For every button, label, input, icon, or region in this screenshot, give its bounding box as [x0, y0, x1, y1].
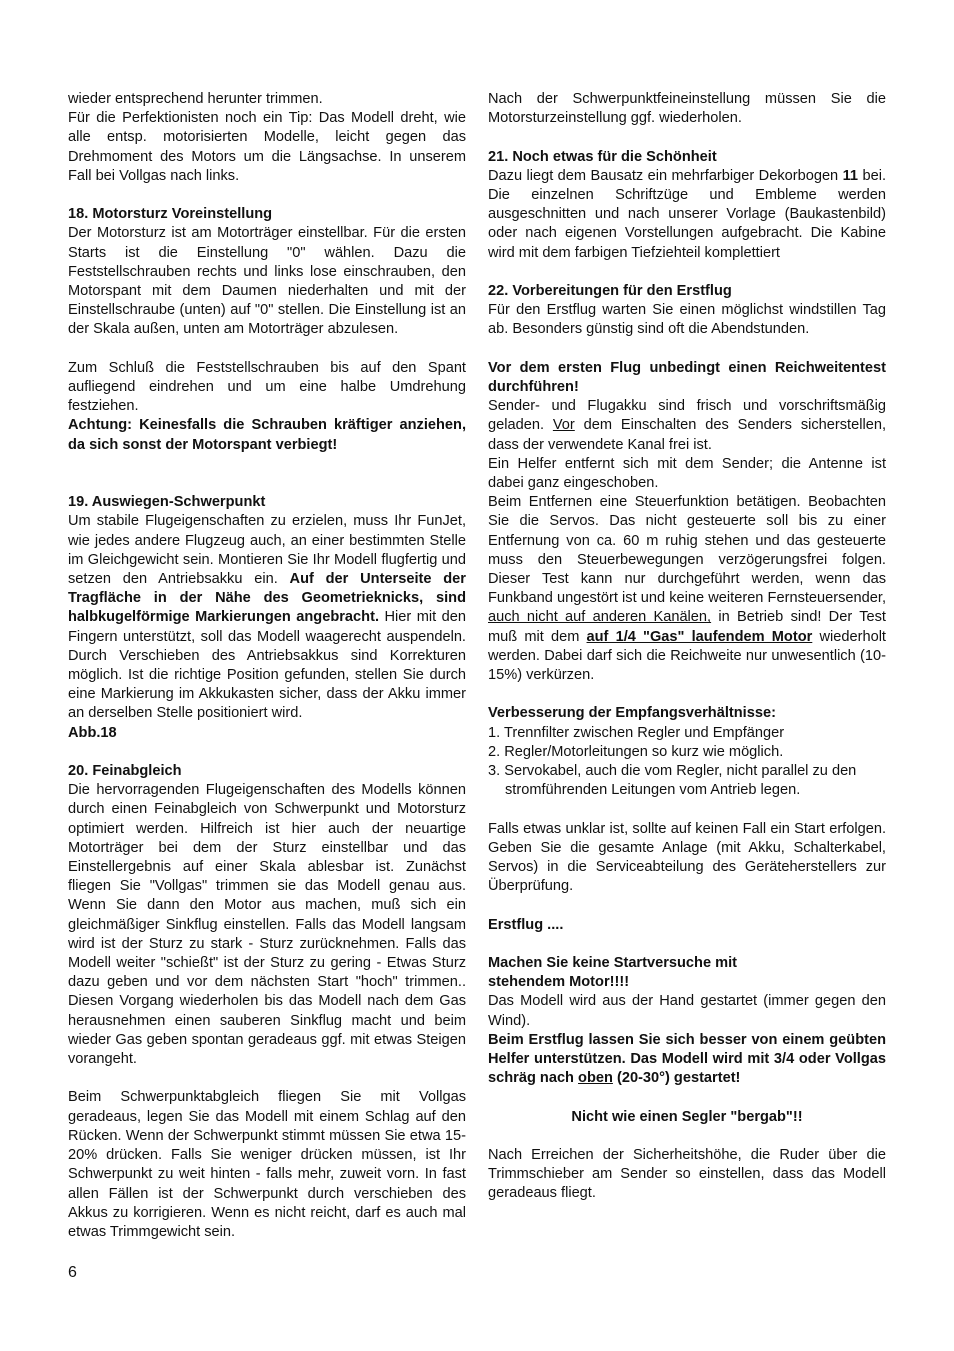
helper-underlined-oben: oben — [578, 1070, 613, 1087]
section-18-screws-paragraph: Zum Schluß die Feststellschrauben bis auf den Spant aufliegend eindrehen und um eine halbe Umdrehung festziehen. — [68, 359, 466, 415]
no-start-warning: Machen Sie keine Startversuche mit stehendem Motor!!!! — [488, 955, 738, 991]
helper-text-a: Beim Erstflug lassen Sie sich besser von einem geübten Helfer unterstützen. Das Modell wird mit 3/4 oder Vollgas schräg nach — [488, 1031, 886, 1087]
section-21-heading: 21. Noch etwas für die Schönheit — [488, 148, 717, 165]
range-test-underlined-vor: Vor — [552, 417, 575, 434]
reception-list-item: 3. Servokabel, auch die vom Regler, nicht parallel zu den stromführenden Leitungen vom Antrieb legen. — [488, 763, 857, 799]
range-test-paragraph-3 — [488, 493, 886, 685]
reception-heading: Verbesserung der Empfangsverhältnisse: — [488, 705, 776, 722]
range-test-underlined-channels: auch nicht auf anderen Kanälen, — [488, 609, 712, 626]
section-21-text-a: Dazu liegt dem Bausatz ein mehrfarbiger Dekorbogen — [488, 167, 839, 184]
section-19-heading: 19. Auswiegen-Schwerpunkt — [68, 494, 266, 511]
section-20-balance-paragraph: Beim Schwerpunktabgleich fliegen Sie mit Vollgas geradeaus, legen Sie das Modell mit einem Schlag auf den Rücken. Wenn der Schwerpunkt stimmt müssen Sie etwa 15-20% drücken. Falls Sie weniger drücken müssen, ist Ihr Schwerpunkt zu weit hinten - falls mehr, zuweit vorn. In fast allen Fällen ist der Schwerpunkt durch verschieben des Akkus zu korrigieren. Wenn es nicht reicht, darf es auch mal etwas Trimmgewicht sein. — [68, 1089, 466, 1240]
right-column — [488, 90, 886, 1204]
range-test-bold-underlined-motor: auf 1/4 "Gas" laufendem Motor — [586, 628, 813, 645]
intro-trim-text: wieder entsprechend herunter trimmen. — [68, 91, 323, 107]
decal-sheet-number: 11 — [842, 167, 859, 184]
left-column — [68, 90, 466, 1242]
section-21-text-b: bei. Die einzelnen Schriftzüge und Embleme werden ausgeschnitten und nach unserer Vorlage (Baukastenbild) oder nach eigenen Vorstellungen aufgebracht. Die Kabine wird mit dem farbigen Tiefziehteil komplettiert — [488, 167, 886, 261]
first-flight-heading: Erstflug .... — [488, 916, 564, 933]
section-20-paragraph: Die hervorragenden Flugeigenschaften des Modells können durch einen Feinabgleich von Schwerpunkt und Motorsturz optimiert werden. Hilfreich ist hier auch der neuartige Motorträger bei dem der Sturz einstellbar und das Einstellergebnis auf einer Skala ablesbar ist. Zunächst fliegen Sie "Vollgas" trimmen sie das Modell genau aus. Wenn Sie dann den Motor aus machen, muß sich ein gleichmäßiger Sinkflug einstellen. Falls das Modell langsam wird ist der Sturz zu stark - Sturz zurücknehmen. Falls das Modell weiter "schießt" ist der Sturz zu gering - Etwas Sturz dazu geben und vor dem nächsten Start "hoch" trimmen.. Diesen Vorgang wiederholen bis das Modell nach dem Gas herausnehmen einen sauberen Sinkflug macht und beim wieder Gas geben spontan geradeaus ggf. mit etwas Steigen vorangeht. — [68, 782, 466, 1068]
range-test-paragraph-1 — [488, 397, 886, 455]
range-test-text-d: in Betrieb sind! Der Test muß mit dem — [488, 609, 886, 645]
range-test-text-e: wiederholt werden. Dabei darf sich die Reichweite nur unwesentlich (10-15%) verkürzen. — [488, 628, 886, 684]
intro-paragraph: Nach der Schwerpunktfeineinstellung müssen Sie die Motorsturzeinstellung ggf. wiederholen. — [488, 91, 886, 127]
helper-text-b: (20-30°) gestartet! — [616, 1070, 741, 1087]
page-number: 6 — [68, 1264, 77, 1281]
final-trim-paragraph: Nach Erreichen der Sicherheitshöhe, die Ruder über die Trimmschieber am Sender so einstellen, dass das Modell geradeaus fliegt. — [488, 1147, 886, 1202]
range-test-text-a: Sender- und Flugakku sind frisch und vorschriftsmäßig geladen. — [488, 398, 886, 434]
section-21-paragraph — [488, 167, 886, 263]
range-test-heading: Vor dem ersten Flug unbedingt einen Reichweitentest durchführen! — [488, 359, 886, 395]
section-19-text-bold: Auf der Unterseite der Tragfläche in der Nähe des Geometrieknicks, sind halbkugelförmige Markierungen angebracht. — [68, 571, 466, 626]
unclear-paragraph: Falls etwas unklar ist, sollte auf keinen Fall ein Start erfolgen. Geben Sie die gesamte Anlage (mit Akku, Schalterkabel, Servos) in die Serviceabteilung des Geräteherstellers zur Überprüfung. — [488, 820, 886, 895]
section-18-heading: 18. Motorsturz Voreinstellung — [68, 206, 273, 223]
hand-launch-paragraph: Das Modell wird aus der Hand gestartet (immer gegen den Wind). — [488, 993, 886, 1029]
helper-paragraph — [488, 1031, 886, 1089]
range-test-paragraph-2: Ein Helfer entfernt sich mit dem Sender; die Antenne ist dabei ganz eingeschoben. — [488, 455, 886, 492]
figure-reference: Abb.18 — [68, 724, 117, 741]
section-18-warning: Achtung: Keinesfalls die Schrauben kräftiger anziehen, da sich sonst der Motorspant verbiegt! — [68, 417, 466, 453]
glider-warning: Nicht wie einen Segler "bergab"!! — [571, 1108, 803, 1125]
section-19-text-a: Um stabile Flugeigenschaften zu erzielen, muss Ihr FunJet, wie jedes andere Flugzeug auch, an einer bestimmten Stelle im Gleichgewicht sein. Montieren Sie Ihr Modell flugfertig und setzen den Antriebsakku ein. — [68, 513, 466, 588]
section-18-paragraph: Der Motorsturz ist am Motorträger einstellbar. Für die ersten Starts ist die Einstellung "0" wählen. Dazu die Feststellschrauben rechts und links lose einschrauben, den Motorspant mit dem Daumen niederhalten und mit der Einstellschraube (unten) auf "0" stellen. Die Einstellung ist an der Skala außen, unten am Motorträger abzulesen. — [68, 225, 466, 338]
section-22-heading: 22. Vorbereitungen für den Erstflug — [488, 283, 732, 299]
range-test-text-b: dem Einschalten des Senders sicherstellen, dass der verwendete Kanal frei ist. — [488, 417, 886, 453]
reception-list-item: 1. Trennfilter zwischen Regler und Empfänger — [488, 724, 785, 741]
section-22-paragraph: Für den Erstflug warten Sie einen möglichst windstillen Tag ab. Besonders günstig sind oft die Abendstunden. — [488, 302, 886, 338]
intro-tip-paragraph: Für die Perfektionisten noch ein Tip: Das Modell dreht, wie alle entsp. motorisierten Modelle, leicht gegen das Drehmoment des Motors um die Längsachse. In unserem Fall bei Vollgas nach links. — [68, 110, 466, 184]
section-19-paragraph — [68, 512, 466, 723]
range-test-text-c: Beim Entfernen eine Steuerfunktion betätigen. Beobachten Sie die Servos. Das nicht gesteuerte soll bis zu einer Entfernung von ca. 60 m ruhig stehen und das gesteuerte muss den Steuerbewegungen verzögerungsfrei folgen. Dieser Test kann nur durchgeführt werden, wenn das Funkband ungestört ist und keine weiteren Fernsteuersender, — [488, 494, 886, 607]
reception-list-item: 2. Regler/Motorleitungen so kurz wie möglich. — [488, 743, 784, 760]
section-19-text-c: Hier mit den Fingern unterstützt, soll das Modell waagerecht auspendeln. Durch Verschieben des Antriebsakkus sind Korrekturen möglich. Ist die richtige Position gefunden, stellen Sie durch eine Markierung im Akkukasten sicher, dass der Akku immer an derselben Stelle positioniert wird. — [68, 609, 466, 722]
section-20-heading: 20. Feinabgleich — [68, 763, 182, 780]
